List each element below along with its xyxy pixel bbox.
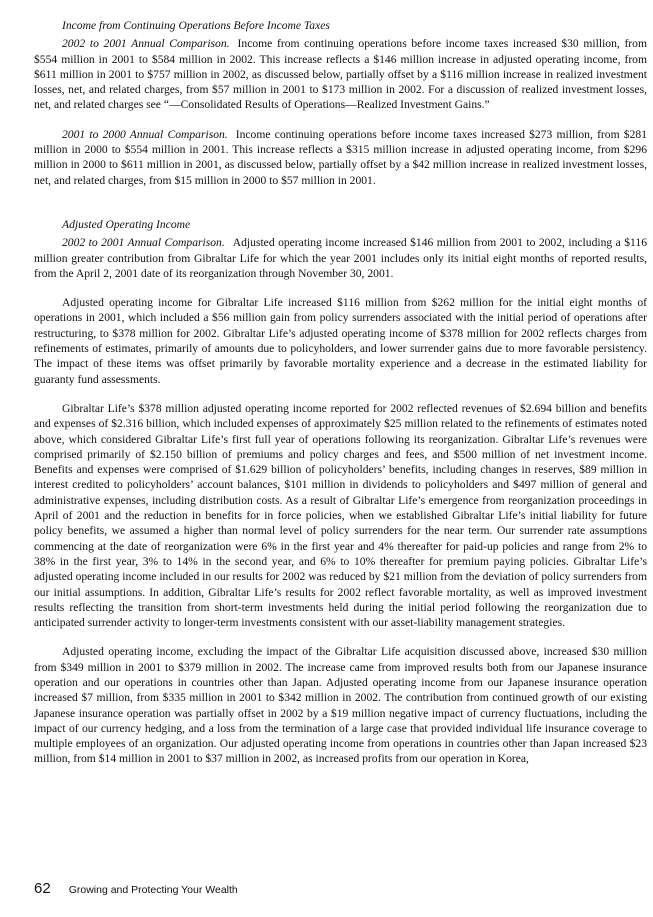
paragraph-lead: 2001 to 2000 Annual Comparison. [62,127,228,141]
section-adjusted-operating-income [34,217,647,767]
section-heading: Adjusted Operating Income [62,217,191,231]
paragraph: Adjusted operating income for Gibraltar Life increased $116 million from $262 million for the initial eight months of operations in 2001, which included a $56 million gain from policy surrenders associated with the initial period of operations after restructuring, to $378 million for 2002. Gibraltar Life’s adjusted operating income of $378 million for 2002 reflects charges from refinements of estimates, primarily of amounts due to policyholders, and lower surrender gains due to more favorable persistency. The impact of these items was offset primarily by favorable mortality experience and a decrease in the estimated liability for guaranty fund assessments. [34,296,647,386]
paragraph-lead: 2002 to 2001 Annual Comparison. [62,37,230,51]
paragraph-text: Income continuing operations before income taxes increased $273 million, from $281 million in 2000 to $554 million in 2001. This increase reflects a $315 million increase in adjusted operating income, from $296 million in 2000 to $611 million in 2001, as discussed below, partially offset by a $42 million increase in realized investment losses, net, and related charges, from $15 million in 2000 to $57 million in 2001. [34,127,647,187]
paragraph [34,127,647,188]
footer-title: Growing and Protecting Your Wealth [68,884,238,896]
paragraph-text: Adjusted operating income increased $146 million from 2001 to 2002, including a $116 million greater contribution from Gibraltar Life for which the year 2001 includes only its initial eight months of reported results, from the April 2, 2001 date of its reorganization through November 30, 2001. [34,236,647,280]
page-footer [34,880,238,898]
section-income-continuing-ops [34,18,647,188]
section-heading: Income from Continuing Operations Before Income Taxes [62,19,330,32]
paragraph [34,235,647,281]
page-body [34,18,647,767]
paragraph [34,36,647,112]
paragraph-lead: 2002 to 2001 Annual Comparison. [62,236,225,250]
paragraph-text: Income from continuing operations before income taxes increased $30 million, from $554 million in 2001 to $584 million in 2002. This increase reflects a $146 million increase in adjusted operating income, from $611 million in 2001 to $757 million in 2002, as discussed below, partially offset by a $116 million increase in realized investment losses, net, and related charges, from $57 million in 2001 to $173 million in 2002. For a discussion of realized investment losses, net, and related charges see “—Consolidated Results of Operations—Realized Investment Gains.” [34,37,647,112]
page-number: 62 [34,880,51,897]
paragraph: Adjusted operating income, excluding the impact of the Gibraltar Life acquisition discussed above, increased $30 million from $349 million in 2001 to $379 million in 2002. The increase came from improved results both from our Japanese insurance operation and our operations in countries other than Japan. Adjusted operating income from our Japanese insurance operation increased $7 million, from $335 million in 2001 to $342 million in 2002. The contribution from continued growth of our existing Japanese insurance operation was partially offset in 2002 by a $19 million negative impact of currency fluctuations, including the impact of our currency hedging, and a loss from the termination of a large case that provided individual life insurance coverage to multiple employees of an organization. Our adjusted operating income from operations in countries other than Japan increased $23 million, from $14 million in 2001 to $37 million in 2002, as increased profits from our operation in Korea, [34,645,647,766]
paragraph: Gibraltar Life’s $378 million adjusted operating income reported for 2002 reflected revenues of $2.694 billion and benefits and expenses of $2.316 billion, which included expenses of approximately $25 million related to the refinements of estimates noted above, which considered Gibraltar Life’s first full year of operations following its reorganization. Gibraltar Life’s revenues were comprised primarily of $2.150 billion of premiums and policy charges and fees, and $500 million of net investment income. Benefits and expenses were comprised of $1.629 billion of policyholders’ benefits, including changes in reserves, $89 million in interest credited to policyholders’ account balances, $101 million in dividends to policyholders and $497 million of general and administrative expenses, including distribution costs. As a result of Gibraltar Life’s emergence from reorganization proceedings in April of 2001 and the reduction in benefits for in force policies, when we established Gibraltar Life’s initial liability for future policy benefits, we assumed a higher than normal level of policy surrenders for the near term. Our surrender rate assumptions commencing at the date of reorganization were 6% in the first year and 4% thereafter for paid-up policies and range from 2% to 38% in the first year, 3% to 14% in the second year, and 6% to 10% thereafter for premium paying policies. Gibraltar Life’s adjusted operating income included in our results for 2002 was reduced by $21 million from the deviation of policy surrenders from our initial assumptions. In addition, Gibraltar Life’s results for 2002 reflect favorable mortality, as well as improved investment results reflecting the transition from short-term investments held during the initial period following the reorganization due to anticipated surrender activity to longer-term investments consistent with our asset-liability management strategies. [34,401,647,630]
